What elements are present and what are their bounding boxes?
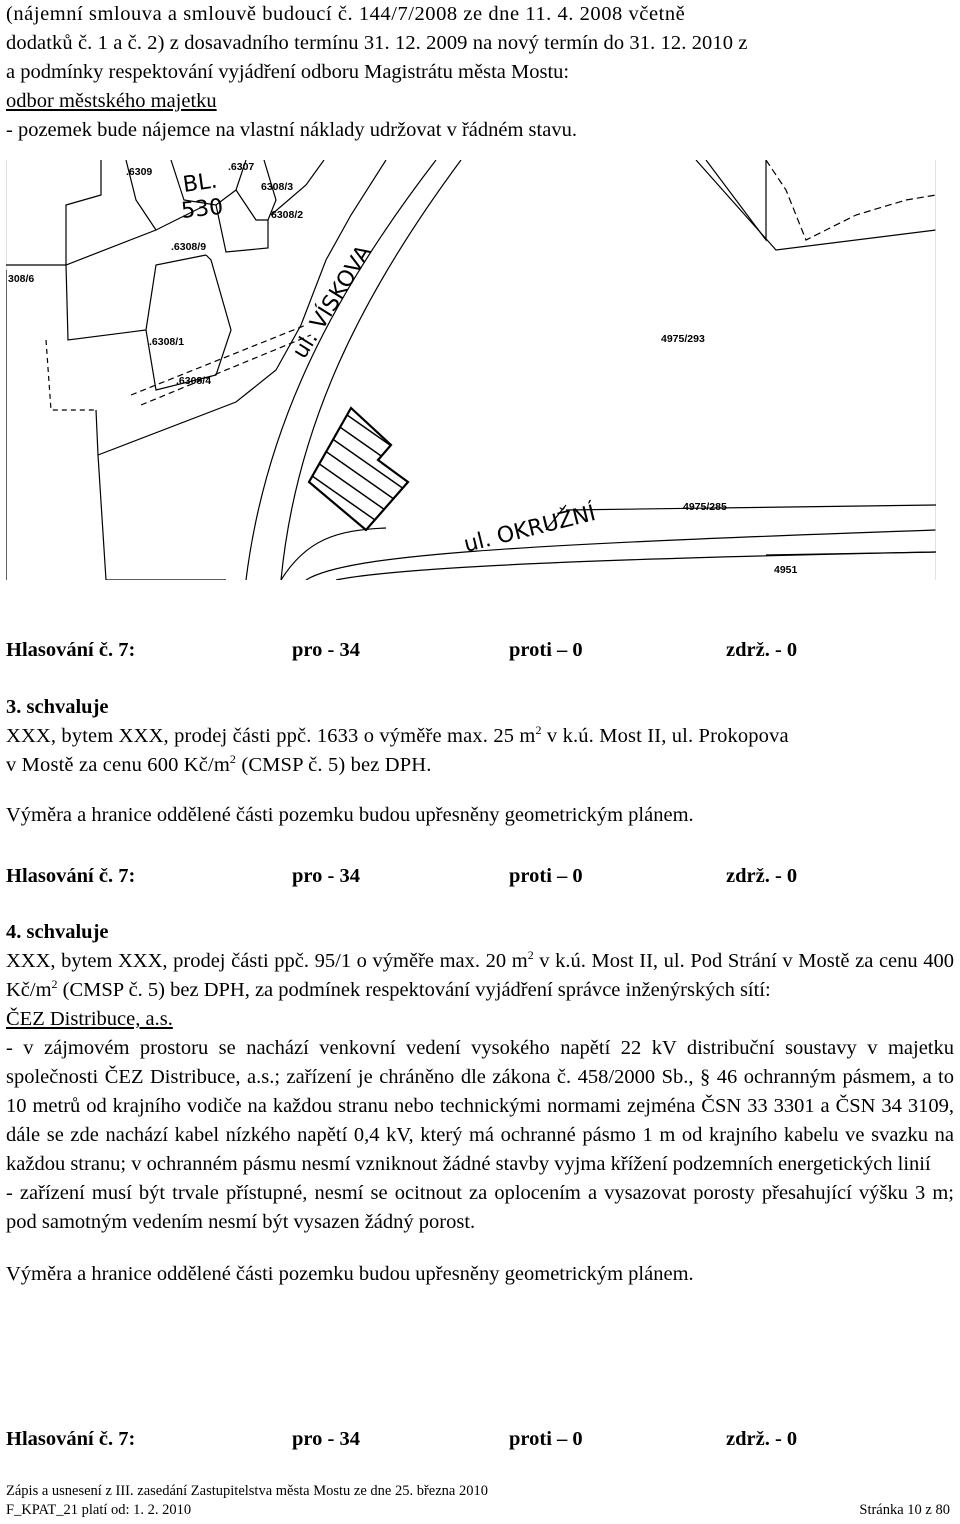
intro-condition: - pozemek bude nájemce na vlastní náklady udržovat v řádném stavu. bbox=[6, 119, 577, 141]
item-4-text-d: (CMSP č. 5) bez DPH, za podmínek respektování vyjádření správce inženýrských sítí: bbox=[57, 979, 771, 1001]
parcel-label-4975-285: 4975/285 bbox=[683, 501, 727, 513]
cadastral-map bbox=[6, 160, 936, 580]
hatched-plot-area bbox=[309, 408, 408, 530]
item-3-sup-a: 2 bbox=[535, 723, 542, 738]
parcel-label-6309: .6309 bbox=[126, 166, 153, 178]
handwritten-street-okruzni: ul. OKRUŽNÍ bbox=[461, 500, 599, 558]
parcel-label-308-6: 308/6 bbox=[8, 273, 35, 285]
resolution-item-3 bbox=[6, 693, 954, 830]
intro-line-1: (nájemní smlouva a smlouvě budoucí č. 144/7/2008 ze dne 11. 4. 2008 včetně bbox=[6, 3, 686, 25]
vote-proti: proti – 0 bbox=[509, 865, 583, 887]
parcel-label-4951: 4951 bbox=[774, 564, 798, 576]
item-4-company: ČEZ Distribuce, a.s. bbox=[6, 1008, 173, 1030]
item-4-sup-c: 2 bbox=[51, 977, 58, 992]
vote-result-1 bbox=[6, 636, 954, 665]
footer-form-id: F_KPAT_21 platí od: 1. 2. 2010 bbox=[6, 1502, 192, 1518]
vote-pro: pro - 34 bbox=[292, 1428, 360, 1450]
intro-department: odbor městského majetku bbox=[6, 90, 217, 112]
item-3-text bbox=[6, 722, 954, 780]
vote-zdrz: zdrž. - 0 bbox=[726, 865, 798, 887]
item-4-text-b: v k.ú. Most II, ul. Pod Strání bbox=[533, 950, 777, 972]
page-footer bbox=[6, 1482, 954, 1520]
vote-label: Hlasování č. 7: bbox=[6, 1428, 136, 1450]
parcel-label-6308-4: .6308/4 bbox=[176, 375, 212, 387]
item-4-text bbox=[6, 947, 954, 1005]
parcel-label-6308-2: 6308/2 bbox=[271, 209, 304, 221]
item-4-condition-2: - zařízení musí být trvale přístupné, nesmí se ocitnout za oplocením a vysazovat porosty přesahující výšku 3 m; pod samotným vedením nesmí být vysazen žádný porost. bbox=[6, 1182, 954, 1233]
item-3-text-c: v Mostě za cenu 600 Kč/m bbox=[6, 754, 230, 776]
resolution-item-4 bbox=[6, 918, 954, 1289]
item-4-text-c: v Mostě za cenu 400 Kč/m bbox=[6, 950, 954, 1001]
item-3-text-b: v k.ú. Most II, ul. Prokopova bbox=[541, 725, 789, 747]
item-3-text-a: XXX, bytem XXX, prodej části ppč. 1633 o výměře max. 25 m bbox=[6, 725, 536, 747]
item-3-note: Výměra a hranice oddělené části pozemku budou upřesněny geometrickým plánem. bbox=[6, 804, 694, 826]
footer-minutes-title: Zápis a usnesení z III. zasedání Zastupitelstva města Mostu ze dne 25. března 2010 bbox=[6, 1483, 488, 1499]
vote-result-2 bbox=[6, 862, 954, 891]
intro-paragraph bbox=[6, 0, 954, 145]
parcel-label-6307: .6307 bbox=[228, 161, 255, 173]
item-4-note: Výměra a hranice oddělené části pozemku budou upřesněny geometrickým plánem. bbox=[6, 1263, 694, 1285]
vote-proti: proti – 0 bbox=[509, 639, 583, 661]
vote-zdrz: zdrž. - 0 bbox=[726, 1428, 798, 1450]
vote-result-3 bbox=[6, 1425, 954, 1454]
handwritten-530: 530 bbox=[180, 194, 225, 224]
footer-page-number: Stránka 10 z 80 bbox=[859, 1502, 950, 1518]
item-3-text-d: (CMSP č. 5) bez DPH. bbox=[236, 754, 432, 776]
vote-label: Hlasování č. 7: bbox=[6, 865, 136, 887]
vote-zdrz: zdrž. - 0 bbox=[726, 639, 798, 661]
vote-proti: proti – 0 bbox=[509, 1428, 583, 1450]
item-4-heading: 4. schvaluje bbox=[6, 921, 109, 943]
item-3-sup-c: 2 bbox=[229, 752, 237, 767]
intro-line-2: dodatků č. 1 a č. 2) z dosavadního termínu 31. 12. 2009 na nový termín do 31. 12. 2010 z bbox=[6, 32, 748, 54]
vote-pro: pro - 34 bbox=[292, 639, 360, 661]
handwritten-street-viskova: ul. VÍSKOVA bbox=[287, 241, 378, 364]
parcel-label-6308-3: 6308/3 bbox=[261, 181, 294, 193]
item-3-heading: 3. schvaluje bbox=[6, 696, 109, 718]
item-4-sup-a: 2 bbox=[527, 948, 534, 963]
vote-label: Hlasování č. 7: bbox=[6, 639, 136, 661]
handwritten-bl: BL. bbox=[181, 168, 219, 198]
item-4-condition-1: - v zájmovém prostoru se nachází venkovní vedení vysokého napětí 22 kV distribuční soustavy v majetku společnosti ČEZ Distribuce, a.s.; zařízení je chráněno dle zákona č. 458/2000 Sb., § 46 ochranným pásmem, a to 10 metrů od krajního vodiče na každou stranu nebo technickými normami zejména ČSN 33 3301 a ČSN 34 3109, dále se zde nachází kabel nízkého napětí 0,4 kV, který má ochranné pásmo 1 m od krajního kabelu ve svazku na každou stranu; v ochranném pásmu nesmí vzniknout žádné stavby vyjma křížení podzemních energetických linií bbox=[6, 1037, 954, 1175]
parcel-label-6308-1: .6308/1 bbox=[149, 336, 185, 348]
cadastral-map-drawing bbox=[6, 160, 936, 580]
intro-line-3: a podmínky respektování vyjádření odboru Magistrátu města Mostu: bbox=[6, 61, 570, 83]
parcel-label-4975-293: 4975/293 bbox=[661, 333, 705, 345]
parcel-label-6308-9: .6308/9 bbox=[171, 241, 207, 253]
item-4-text-a: XXX, bytem XXX, prodej části ppč. 95/1 o výměře max. 20 m bbox=[6, 950, 528, 972]
vote-pro: pro - 34 bbox=[292, 865, 360, 887]
